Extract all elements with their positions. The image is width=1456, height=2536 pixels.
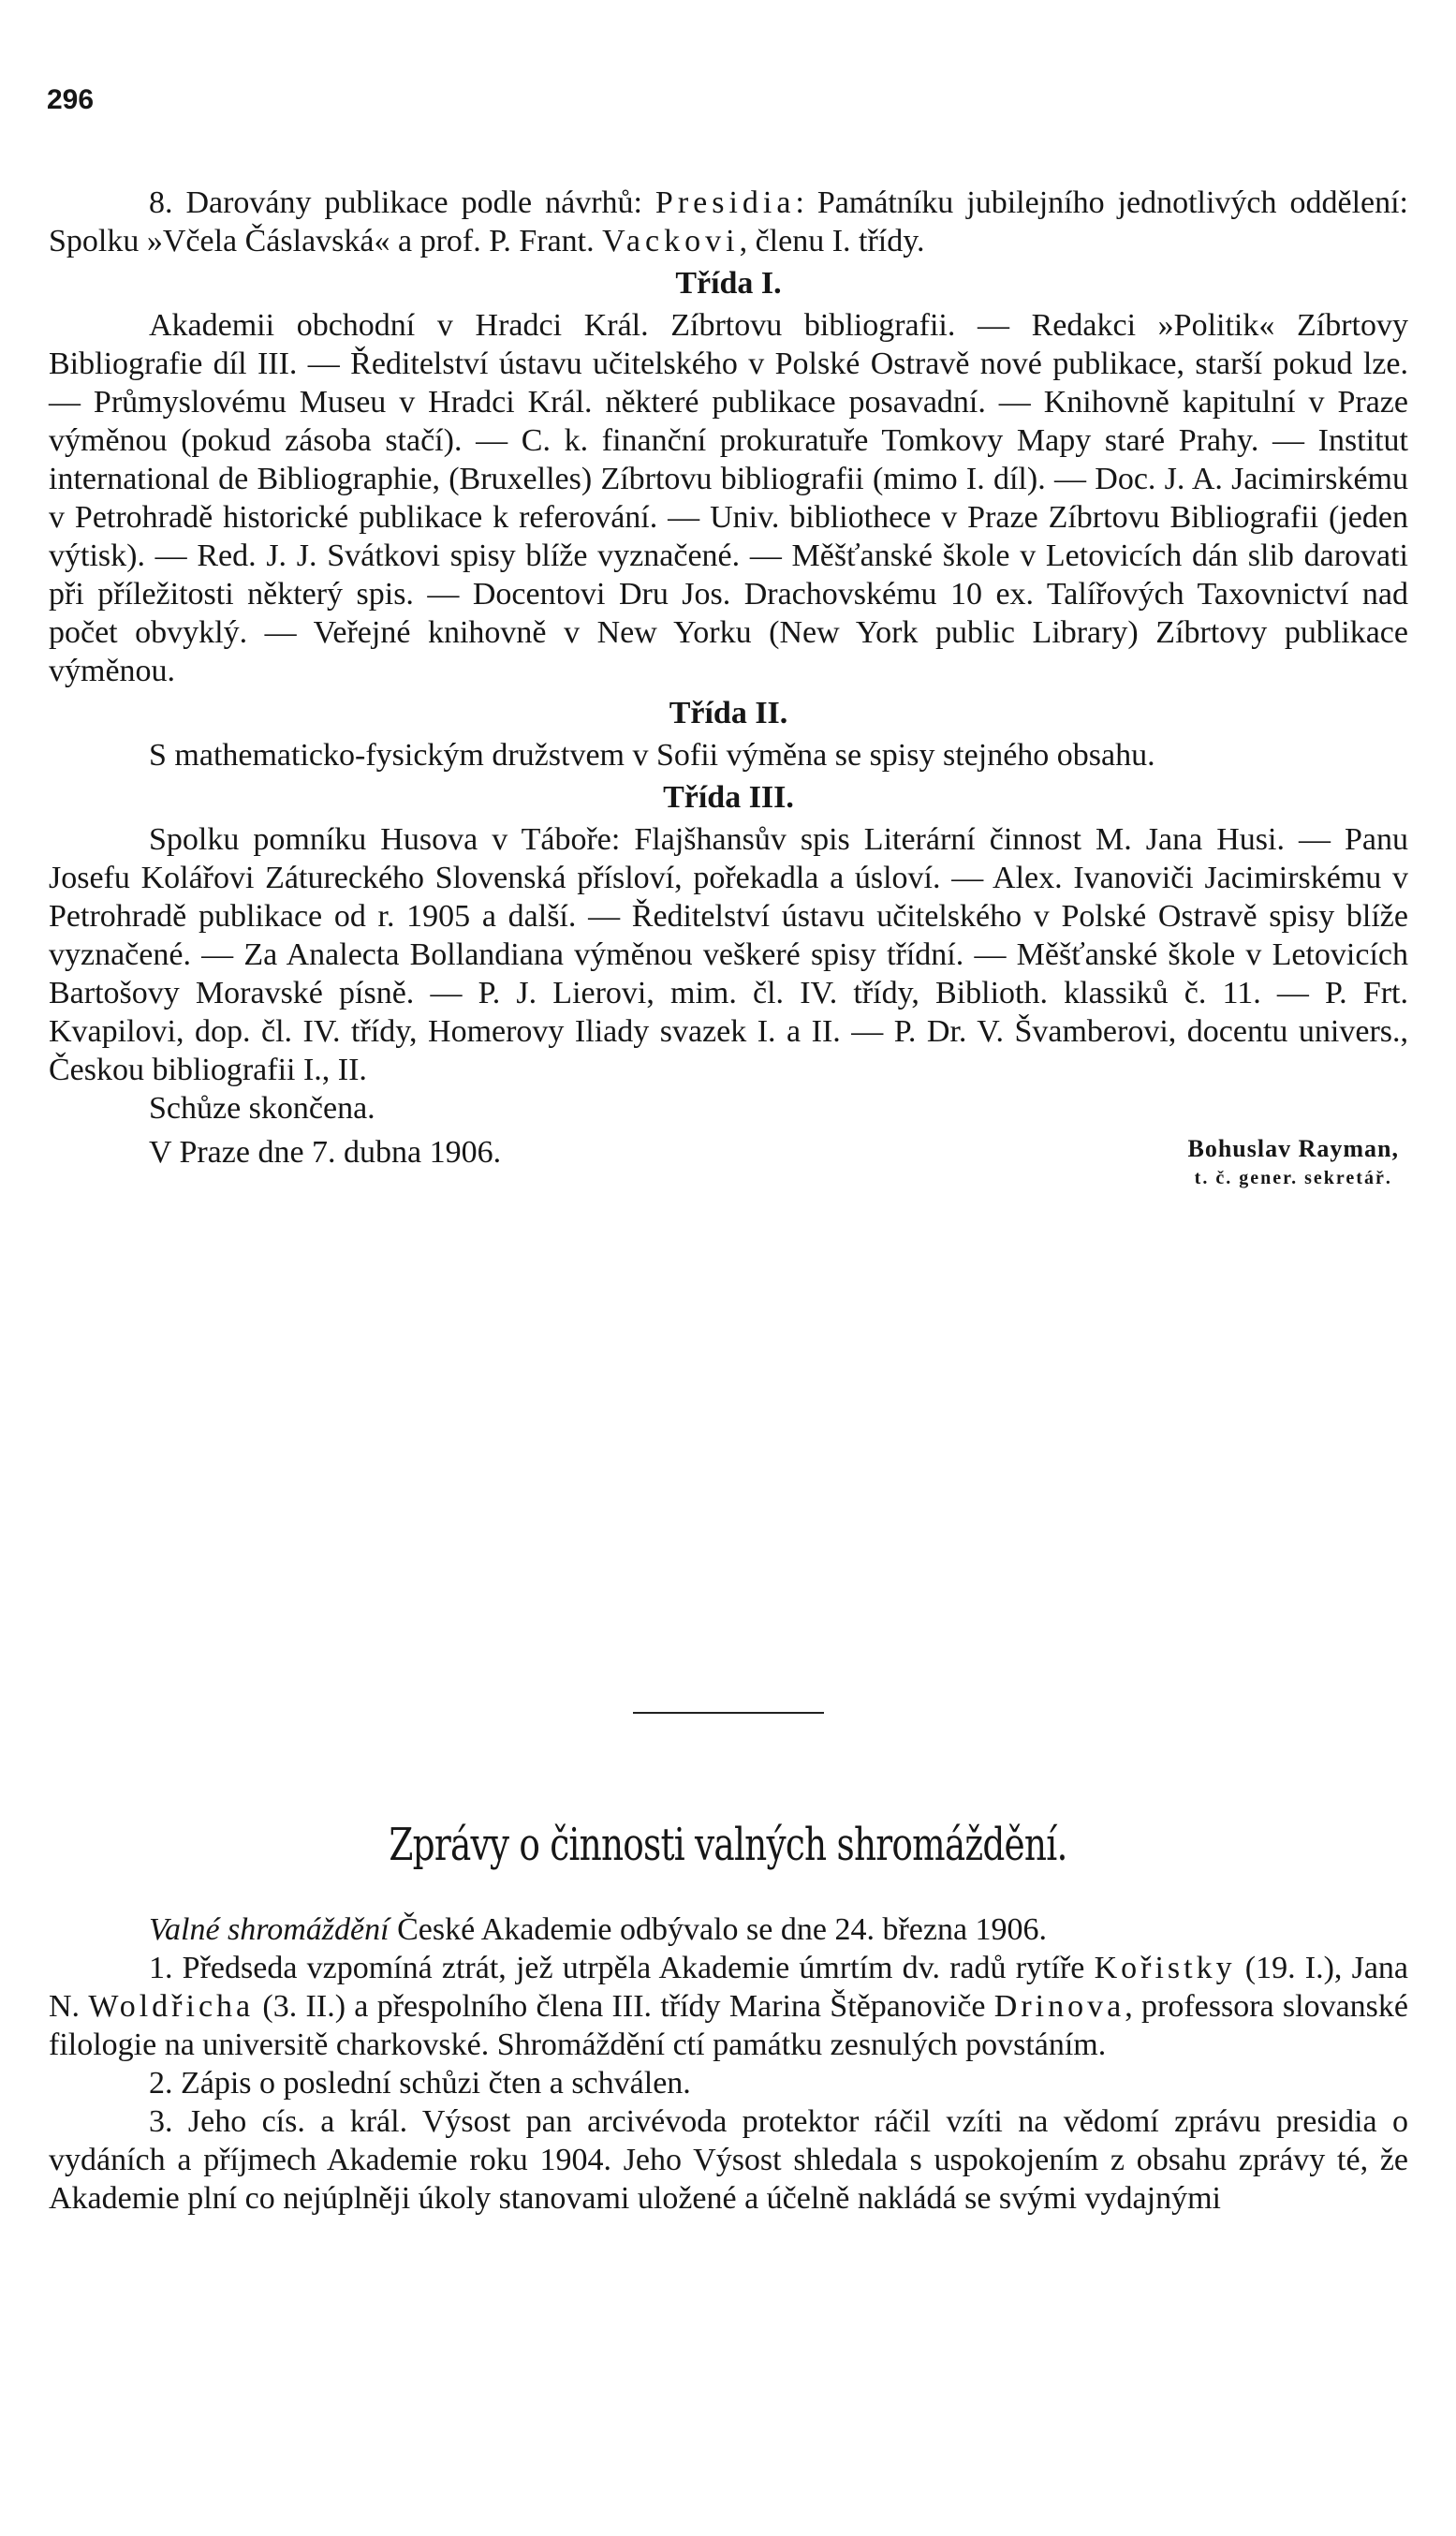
item-1-koristky: Kořistky bbox=[1094, 1951, 1236, 1985]
class-2-paragraph: S mathematicko-fysickým družstvem v Sofii výměna se spisy stejného obsahu. bbox=[149, 738, 1155, 773]
page-number: 296 bbox=[47, 84, 95, 115]
item-8-middle: : Památníku jubilejního jednotlivých oddělení: Spolku »Včela Čáslavská« a prof. P. Frant. bbox=[49, 185, 1408, 258]
assembly-intro-italic: Valné shromáždění bbox=[149, 1912, 390, 1947]
session-end-text: Schůze skončena. bbox=[149, 1091, 375, 1126]
assembly-section bbox=[49, 1910, 1408, 2218]
item-8-paragraph bbox=[49, 184, 1408, 260]
item-8-presidia: Presidia bbox=[654, 185, 796, 220]
signature-row bbox=[49, 1133, 1408, 1191]
item-8-suffix: , členu I. třídy. bbox=[739, 224, 925, 258]
signature-title: t. č. gener. sekretář. bbox=[1194, 1168, 1392, 1188]
proceedings-section bbox=[49, 184, 1408, 1191]
item-8-prefix: 8. Darovány publikace podle návrhů: bbox=[149, 185, 655, 220]
signature-block bbox=[1188, 1133, 1400, 1191]
place-date-text: V Praze dne 7. dubna 1906. bbox=[149, 1135, 502, 1170]
assembly-item-1 bbox=[49, 1949, 1408, 2064]
class-3-heading: Třída III. bbox=[663, 780, 794, 815]
assembly-intro bbox=[49, 1910, 1408, 1949]
class-3-paragraph: Spolku pomníku Husova v Táboře: Flajšhansův spis Literární činnost M. Jana Husi. — Panu Josefu Kolářovi Zátureckého Slovenská přísloví, pořekadla a úsloví. — Alex. Ivanoviči Jacimirskému v Petrohradě publikace od r. 1905 a další. — Ředitelství ústavu učitelského v Polské Ostravě spisy blíže vyznačené. — Za Analecta Bollandiana výměnou veškeré spisy třídní. — Měšťanské škole v Letovicích Bartošovy Moravské písně. — P. J. Lierovi, mim. čl. IV. třídy, Biblioth. klassiků č. 11. — P. Frt. Kvapilovi, dop. čl. IV. třídy, Homerovy Iliady svazek I. a II. — P. Dr. V. Švamberovi, docentu univers., Českou bibliografii I., II. bbox=[49, 822, 1408, 1087]
item-1-drinova: Drinova bbox=[993, 1989, 1125, 2024]
item-1-part-d: , professora slovanské filologie na universitě charkovské. Shromáždění ctí památku zesnulých povstáním. bbox=[49, 1989, 1409, 2062]
item-1-part-a: 1. Předseda vzpomíná ztrát, jež utrpěla Akademie úmrtím dv. radů rytíře bbox=[149, 1951, 1095, 1985]
section-divider bbox=[633, 1712, 824, 1714]
assembly-item-2: 2. Zápis o poslední schůzi čten a schválen. bbox=[149, 2066, 691, 2101]
assembly-intro-rest: České Akademie odbývalo se dne 24. března 1906. bbox=[389, 1912, 1048, 1947]
assembly-item-3: 3. Jeho cís. a král. Výsost pan arcivévoda protektor ráčil vzíti na vědomí zprávu presidia o vydáních a příjmech Akademie roku 1904. Jeho Výsost shledala s uspokojením z obsahu zprávy té, že Akademie plní co nejúplněji úkoly stanovami uložené a účelně nakládá se svými vydajnými bbox=[49, 2104, 1408, 2216]
item-1-part-b: (19. I.), Jana N. bbox=[49, 1951, 1408, 2024]
class-1-paragraph: Akademii obchodní v Hradci Král. Zíbrtovu bibliografii. — Redakci »Politik« Zíbrtovy Bibliografie díl III. — Ředitelství ústavu učitelského v Polské Ostravě nové publikace, starší pokud lze. — Průmyslovému Museu v Hradci Král. některé publikace posavadní. — Knihovně kapitulní v Praze výměnou (pokud zásoba stačí). — C. k. finanční prokuratuře Tomkovy Mapy staré Prahy. — Institut international de Bibliographie, (Bruxelles) Zíbrtovu bibliografii (mimo I. díl). — Doc. J. A. Jacimirskému v Petrohradě historické publikace k referování. — Univ. bibliothece v Praze Zíbrtovu Bibliografii (jeden výtisk). — Red. J. J. Svátkovi spisy blíže vyznačené. — Měšťanské škole v Letovicích dán slib darovati při příležitosti některý spis. — Docentovi Dru Jos. Drachovskému 10 ex. Talířových Taxovnictví nad počet obvyklý. — Veřejné knihovně v New Yorku (New York public Library) Zíbrtovy publikace výměnou. bbox=[49, 308, 1408, 688]
class-2-heading: Třída II. bbox=[669, 696, 788, 730]
assembly-heading: Zprávy o činnosti valných shromáždění. bbox=[389, 1819, 1067, 1871]
item-8-vackovi: Vackovi bbox=[602, 224, 740, 258]
signature-name: Bohuslav Rayman, bbox=[1187, 1135, 1399, 1162]
class-1-heading: Třída I. bbox=[675, 266, 782, 301]
item-1-woldricha: Woldřicha bbox=[88, 1989, 255, 2024]
item-1-part-c: (3. II.) a přespolního člena III. třídy Marina Štěpanoviče bbox=[254, 1989, 994, 2024]
